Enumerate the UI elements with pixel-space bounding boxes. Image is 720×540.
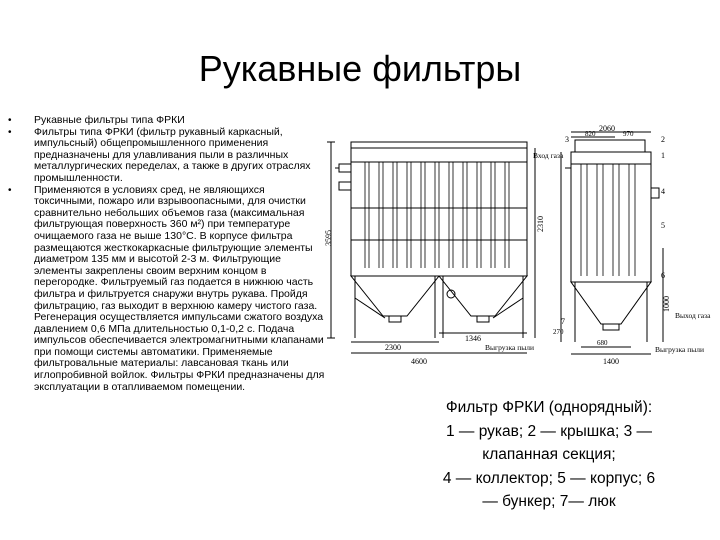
callout-5: 5 (661, 221, 665, 230)
dim-top-right: 970 (623, 130, 634, 138)
label-gas-in: Вход газа (533, 151, 564, 160)
hopper-side (571, 282, 651, 324)
callout-2: 2 (661, 135, 665, 144)
hopper-left (351, 276, 439, 316)
callout-7: 7 (561, 317, 565, 326)
label-gas-out: Выход газа (675, 311, 711, 320)
side-view-body (571, 152, 651, 282)
valve-section (575, 140, 645, 152)
dim-bottom-width: 1400 (603, 357, 619, 366)
slide-title: Рукавные фильтры (198, 48, 522, 89)
label-dust-out-right: Выгрузка пыли (655, 345, 705, 354)
dim-outlet-height: 1000 (662, 296, 671, 312)
caption-line: 4 — коллектор; 5 — корпус; 6 (442, 469, 656, 487)
filter-drawing (324, 124, 717, 370)
dim-total-width: 4600 (411, 357, 427, 366)
housing-top-cover (351, 142, 527, 148)
caption-line: 1 — рукав; 2 — крышка; 3 — (445, 422, 652, 440)
figure-caption (390, 396, 708, 514)
caption-line: — бункер; 7— люк (482, 493, 616, 510)
bullet-item: • Рукавные фильтры типа ФРКИ (8, 115, 328, 127)
callout-6: 6 (661, 271, 665, 280)
callout-4: 4 (661, 187, 665, 196)
bullet-item: • Фильтры типа ФРКИ (фильтр рукавный каркасный, импульсный) общепромышленного применения предназначены для улавливания пыли в различных металлургических переделах, а также в других отраслях промышленности. (8, 127, 328, 185)
dim-bottom-half: 680 (597, 339, 608, 347)
dim-top-width: 2060 (599, 124, 615, 133)
bullet-item: • Применяются в условиях сред, не являющихся токсичными, пожаро или взрывоопасными, для очистки сравнительно небольших объемов газа (максимальная фильтрующая поверхность 360 м²) при температуре очищаемого газа не выше 130°С. В корпусе фильтра размещаются жесткокаркасные фильтрующие элементы диаметром 135 мм и высотой 2-3 м. Фильтрующие элементы закреплены своим верхним концом в перегородке. Фильтруемый газ подается в нижнюю часть фильтра и фильтруется снаружи внутрь рукава. Пройдя фильтрацию, газ выходит в верхнюю камеру чистого газа. Регенерация осуществляется импульсами сжатого воздуха давлением 0,6 МПа длительностью 0,1-0,2 с. Подача импульсов обеспечивается электромагнитными клапанами при помощи системы автоматики. Применяемые фильтровальные материалы: лавсановая ткань или иглопробивной войлок. Фильтры ФРКИ предназначены для эксплуатации в отапливаемом помещении. (8, 185, 328, 394)
caption-line: клапанная секция; (482, 446, 616, 463)
dim-top-left: 820 (585, 130, 596, 138)
dim-side-offset: 270 (553, 328, 564, 336)
dim-height-body: 2310 (536, 216, 545, 232)
hopper-right (439, 276, 527, 316)
label-dust-out-left: Выгрузка пыли (485, 343, 535, 352)
callout-3: 3 (565, 135, 569, 144)
filter-sleeves (365, 162, 509, 268)
dim-half-width: 2300 (385, 343, 401, 352)
callout-1: 1 (661, 151, 665, 160)
dim-section: 1346 (465, 334, 481, 343)
dim-height-total: 3595 (324, 230, 333, 246)
bullet-list (8, 115, 328, 393)
caption-line: Фильтр ФРКИ (однорядный): (445, 399, 653, 416)
